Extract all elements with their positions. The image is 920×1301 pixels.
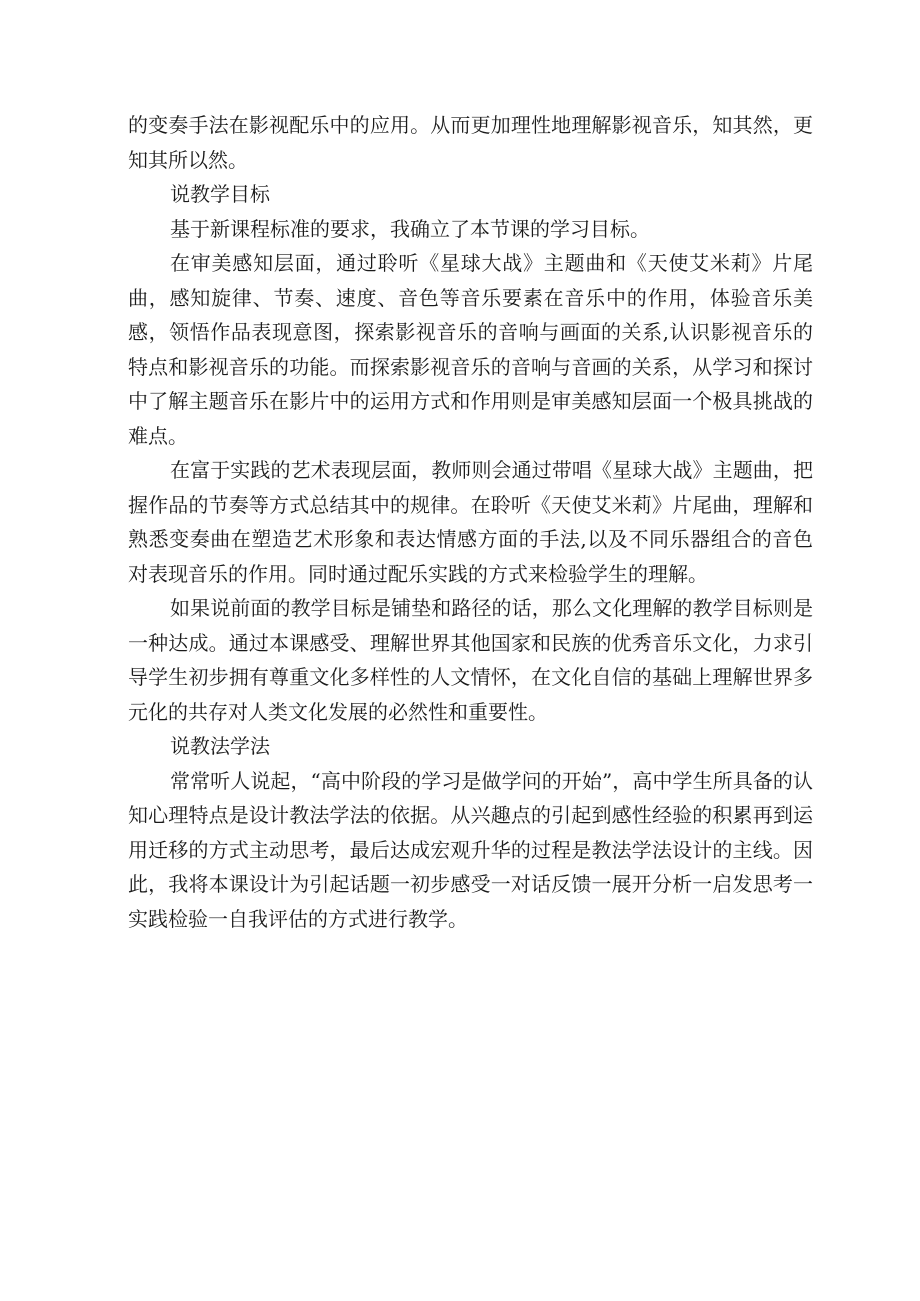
paragraph-artistic-expression: 在富于实践的艺术表现层面，教师则会通过带唱《星球大战》主题曲，把握作品的节奏等方式总结其中的规律。在聆听《天使艾米莉》片尾曲，理解和熟悉变奏曲在塑造艺术形象和表达情感方面的手法,以及不同乐器组合的音色对表现音乐的作用。同时通过配乐实践的方式来检验学生的理解。 [128,458,813,586]
paragraph-aesthetic-perception: 在审美感知层面，通过聆听《星球大战》主题曲和《天使艾米莉》片尾曲，感知旋律、节奏、速度、音色等音乐要素在音乐中的作用，体验音乐美感，领悟作品表现意图，探索影视音乐的音响与画面的关系,认识影视音乐的特点和影视音乐的功能。而探索影视音乐的音响与音画的关系，从学习和探讨中了解主题音乐在影片中的运用方式和作用则是审美感知层面一个极具挑战的难点。 [128,251,813,448]
paragraph-cultural-understanding: 如果说前面的教学目标是铺垫和路径的话，那么文化理解的教学目标则是一种达成。通过本课感受、理解世界其他国家和民族的优秀音乐文化，力求引导学生初步拥有尊重文化多样性的人文情怀，在文化自信的基础上理解世界多元化的共存对人类文化发展的必然性和重要性。 [128,596,813,724]
paragraph-continuation: 的变奏手法在影视配乐中的应用。从而更加理性地理解影视音乐，知其然，更知其所以然。 [128,113,813,172]
paragraph-teaching-methods: 常常听人说起，“高中阶段的学习是做学问的开始”，高中学生所具备的认知心理特点是设计教法学法的依据。从兴趣点的引起到感性经验的积累再到运用迁移的方式主动思考，最后达成宏观升华的过程是教法学法设计的主线。因此，我将本课设计为引起话题一初步感受一对话反馈一展开分析一启发思考一实践检验一自我评估的方式进行教学。 [128,768,813,931]
document-body [128,108,813,936]
section-heading-teaching-methods: 说教法学法 [170,734,270,758]
section-heading-teaching-goals: 说教学目标 [170,182,270,206]
paragraph-goals-intro: 基于新课程标准的要求，我确立了本节课的学习目标。 [170,216,650,241]
